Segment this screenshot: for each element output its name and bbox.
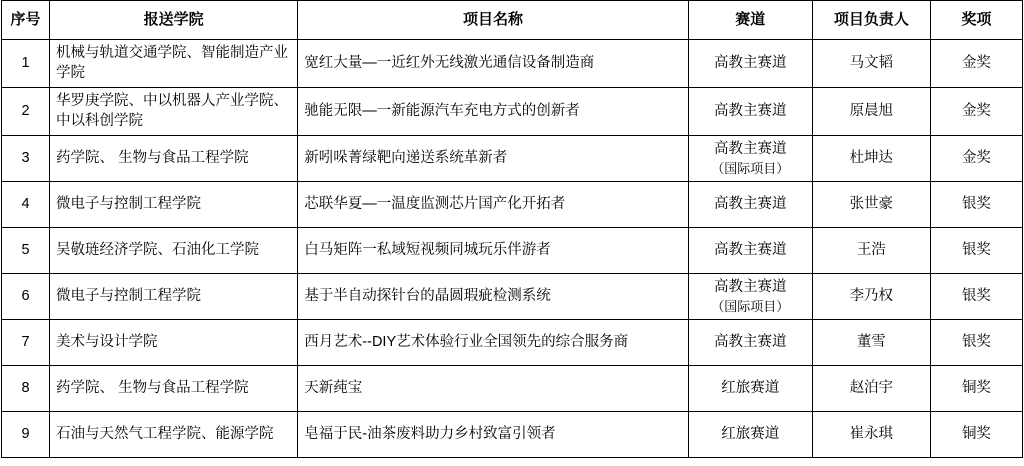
cell-award: 铜奖: [930, 366, 1022, 412]
column-header-no: 序号: [2, 1, 50, 40]
cell-track: [688, 182, 812, 228]
cell-no: 3: [2, 136, 50, 182]
cell-college: 微电子与控制工程学院: [50, 182, 298, 228]
table-body: [2, 40, 1023, 458]
cell-college: 微电子与控制工程学院: [50, 274, 298, 320]
cell-project: 宽红大量—一近红外无线激光通信设备制造商: [298, 40, 688, 88]
cell-track: [688, 136, 812, 182]
track-name: 高教主赛道: [713, 242, 787, 259]
track-name: 高教主赛道: [713, 334, 787, 351]
cell-track: [688, 228, 812, 274]
cell-project: 驰能无限—一新能源汽车充电方式的创新者: [298, 88, 688, 136]
table-row: [2, 88, 1023, 136]
table-header-row: [2, 1, 1023, 40]
table-header: [2, 1, 1023, 40]
table-row: [2, 40, 1023, 88]
cell-no: 8: [2, 366, 50, 412]
track-name: 高教主赛道: [713, 54, 787, 71]
cell-leader: 崔永琪: [812, 412, 930, 458]
table-row: [2, 274, 1023, 320]
column-header-leader: 项目负责人: [812, 1, 930, 40]
cell-award: 银奖: [930, 182, 1022, 228]
cell-project: 基于半自动探针台的晶圆瑕疵检测系统: [298, 274, 688, 320]
cell-track: [688, 274, 812, 320]
cell-leader: 张世豪: [812, 182, 930, 228]
cell-leader: 王浩: [812, 228, 930, 274]
track-note: （国际项目）: [711, 298, 790, 314]
cell-project: 新吲哚菁绿靶向递送系统革新者: [298, 136, 688, 182]
cell-award: 金奖: [930, 136, 1022, 182]
track-name: 高教主赛道: [713, 102, 787, 119]
cell-project: 白马矩阵一私域短视频同城玩乐伴游者: [298, 228, 688, 274]
cell-college: 药学院、 生物与食品工程学院: [50, 366, 298, 412]
cell-project: 皂福于民-油茶废料助力乡村致富引领者: [298, 412, 688, 458]
cell-track: [688, 88, 812, 136]
cell-no: 2: [2, 88, 50, 136]
cell-project: 天新莼宝: [298, 366, 688, 412]
column-header-track: 赛道: [688, 1, 812, 40]
cell-no: 4: [2, 182, 50, 228]
track-name: 红旅赛道: [721, 380, 780, 397]
award-table: [1, 0, 1023, 458]
track-name: 高教主赛道: [713, 196, 787, 213]
table-row: [2, 366, 1023, 412]
cell-award: 银奖: [930, 274, 1022, 320]
track-name: 高教主赛道: [713, 279, 787, 296]
cell-college: 药学院、 生物与食品工程学院: [50, 136, 298, 182]
cell-project: 西月艺术--DIY艺术体验行业全国领先的综合服务商: [298, 320, 688, 366]
cell-college: 机械与轨道交通学院、智能制造产业学院: [50, 40, 298, 88]
cell-award: 金奖: [930, 40, 1022, 88]
cell-award: 银奖: [930, 228, 1022, 274]
cell-award: 银奖: [930, 320, 1022, 366]
column-header-college: 报送学院: [50, 1, 298, 40]
table-row: [2, 182, 1023, 228]
cell-track: [688, 320, 812, 366]
track-name: 高教主赛道: [713, 141, 787, 158]
column-header-award: 奖项: [930, 1, 1022, 40]
cell-leader: 李乃权: [812, 274, 930, 320]
cell-leader: 赵泊宇: [812, 366, 930, 412]
cell-leader: 马文韬: [812, 40, 930, 88]
cell-no: 5: [2, 228, 50, 274]
cell-project: 芯联华夏—一温度监测芯片国产化开拓者: [298, 182, 688, 228]
table-row: [2, 320, 1023, 366]
cell-college: 吴敬琏经济学院、石油化工学院: [50, 228, 298, 274]
cell-track: [688, 366, 812, 412]
cell-track: [688, 40, 812, 88]
table-row: [2, 412, 1023, 458]
cell-college: 美术与设计学院: [50, 320, 298, 366]
track-note: （国际项目）: [711, 160, 790, 176]
cell-college: 石油与天然气工程学院、能源学院: [50, 412, 298, 458]
cell-no: 9: [2, 412, 50, 458]
cell-college: 华罗庚学院、中以机器人产业学院、中以科创学院: [50, 88, 298, 136]
table-row: [2, 136, 1023, 182]
cell-leader: 董雪: [812, 320, 930, 366]
cell-award: 金奖: [930, 88, 1022, 136]
cell-no: 7: [2, 320, 50, 366]
track-name: 红旅赛道: [721, 426, 780, 443]
cell-leader: 原晨旭: [812, 88, 930, 136]
cell-no: 1: [2, 40, 50, 88]
cell-leader: 杜坤达: [812, 136, 930, 182]
cell-award: 铜奖: [930, 412, 1022, 458]
cell-no: 6: [2, 274, 50, 320]
table-row: [2, 228, 1023, 274]
cell-track: [688, 412, 812, 458]
column-header-project: 项目名称: [298, 1, 688, 40]
